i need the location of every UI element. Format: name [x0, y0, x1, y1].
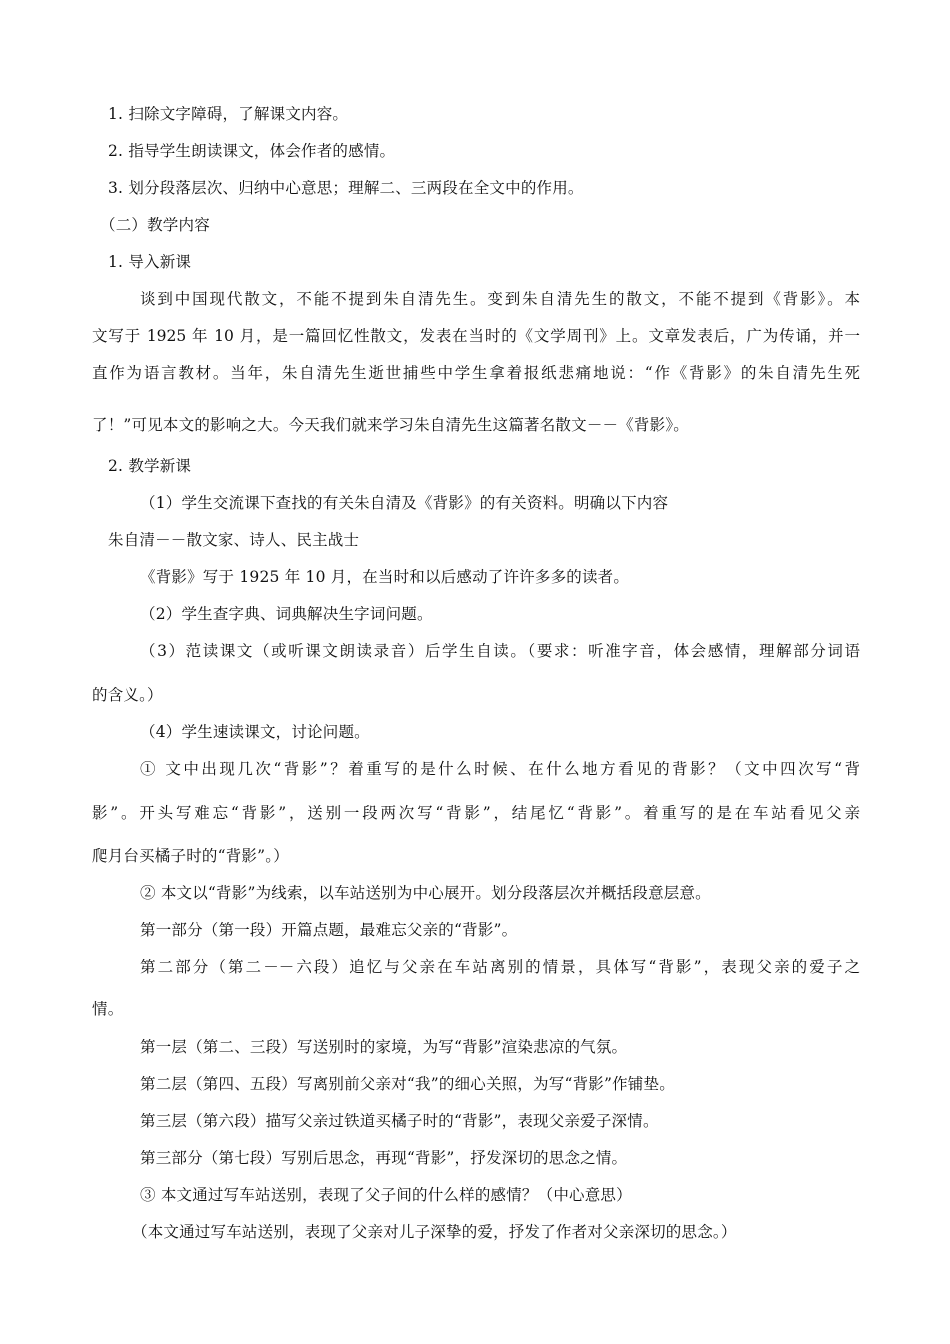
- layer-1: 第一层（第二、三段）写送别时的家境，为写“背影”渲染悲凉的气氛。: [140, 1038, 628, 1056]
- section-heading-teaching-content: （二）教学内容: [100, 216, 210, 234]
- part-3: 第三部分（第七段）写别后思念，再现“背影”，抒发深切的思念之情。: [140, 1149, 628, 1167]
- question-1-line-1: ① 文中出现几次“背影”？着重写的是什么时候、在什么地方看见的背影？（文中四次写“背: [140, 760, 860, 778]
- part-1: 第一部分（第一段）开篇点题，最难忘父亲的“背影”。: [140, 921, 518, 939]
- step-1-heading: 1. 导入新课: [108, 253, 192, 271]
- intro-line-2: 文写于 1925 年 10 月，是一篇回忆性散文，发表在当时的《文学周刊》上。文章发表后，广为传诵，并一: [92, 327, 860, 345]
- question-3: ③ 本文通过写车站送别，表现了父子间的什么样的感情？（中心意思）: [140, 1186, 632, 1204]
- goal-3: 3. 划分段落层次、归纳中心意思；理解二、三两段在全文中的作用。: [108, 179, 584, 197]
- step-2-heading: 2. 教学新课: [108, 457, 192, 475]
- zhu-ziqing-line: 朱自清－－散文家、诗人、民主战士: [108, 531, 360, 549]
- item-1: （1）学生交流课下查找的有关朱自清及《背影》的有关资料。明确以下内容: [140, 494, 669, 512]
- item-3-line-2: 的含义。）: [92, 686, 163, 704]
- intro-line-3: 直作为语言教材。当年，朱自清先生逝世捕些中学生拿着报纸悲痛地说：“作《背影》的朱自清先生死: [92, 364, 860, 382]
- intro-line-4: 了！”可见本文的影响之大。今天我们就来学习朱自清先生这篇著名散文－－《背影》。: [92, 416, 689, 434]
- question-2: ② 本文以“背影”为线索，以车站送别为中心展开。划分段落层次并概括段意层意。: [140, 884, 711, 902]
- layer-3: 第三层（第六段）描写父亲过铁道买橘子时的“背影”，表现父亲爱子深情。: [140, 1112, 659, 1130]
- part-2-line-1: 第二部分（第二－－六段）追忆与父亲在车站离别的情景，具体写“背影”，表现父亲的爱子之: [140, 958, 860, 976]
- intro-line-1: 谈到中国现代散文，不能不提到朱自清先生。变到朱自清先生的散文，不能不提到《背影》。本: [140, 290, 860, 308]
- goal-2: 2. 指导学生朗读课文，体会作者的感情。: [108, 142, 396, 160]
- beiying-line: 《背影》写于 1925 年 10 月，在当时和以后感动了许许多多的读者。: [140, 568, 630, 586]
- item-2: （2）学生查字典、词典解决生字词问题。: [140, 605, 433, 623]
- layer-2: 第二层（第四、五段）写离别前父亲对“我”的细心关照，为写“背影”作铺垫。: [140, 1075, 675, 1093]
- goal-1: 1. 扫除文字障碍，了解课文内容。: [108, 105, 349, 123]
- question-1-line-3: 爬月台买橘子时的“背影”。）: [92, 847, 289, 865]
- question-1-line-2: 影”。开头写难忘“背影”，送别一段两次写“背影”，结尾忆“背影”。着重写的是在车站看见父亲: [92, 804, 860, 822]
- part-2-line-2: 情。: [92, 1000, 124, 1018]
- item-3-line-1: （3）范读课文（或听课文朗读录音）后学生自读。（要求：听准字音，体会感情，理解部分词语: [140, 642, 860, 660]
- item-4: （4）学生速读课文，讨论问题。: [140, 723, 370, 741]
- central-idea-answer: （本文通过写车站送别，表现了父亲对儿子深挚的爱，抒发了作者对父亲深切的思念。）: [132, 1223, 737, 1241]
